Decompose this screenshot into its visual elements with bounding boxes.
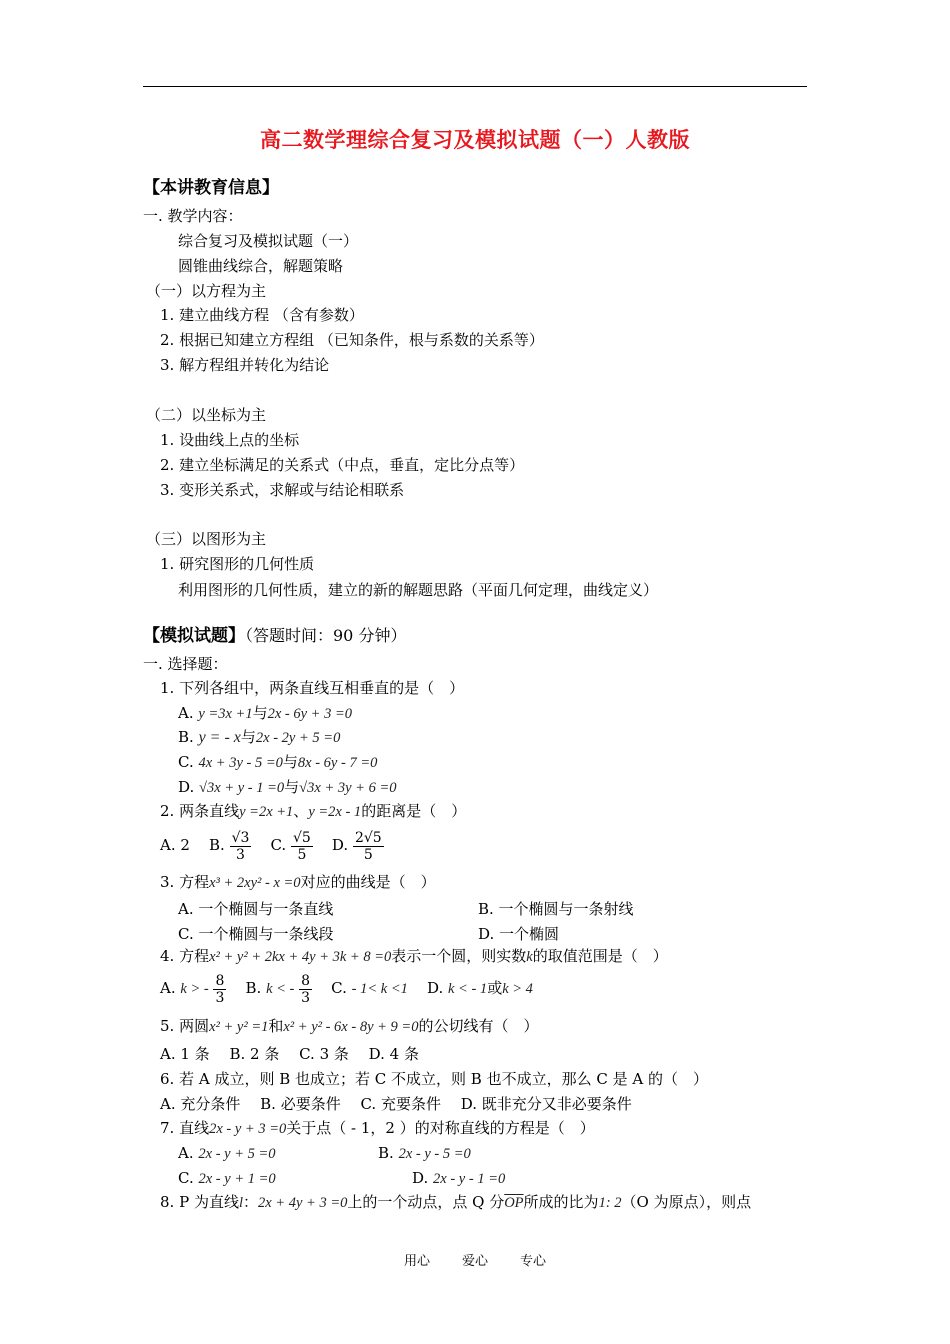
question-3-option-d: D. 一个椭圆 [478, 925, 560, 943]
test-duration: （答题时间：90 分钟） [245, 626, 407, 645]
text-line: 2. 建立坐标满足的关系式（中点，垂直，定比分点等） [160, 456, 525, 474]
section-heading-label: 【模拟试题】 [143, 626, 245, 646]
footer-text: 用心 [403, 1254, 430, 1269]
vector-op: $\overline{OP}$ [504, 1195, 524, 1211]
question-7: 7. 直线2x - y + 3 =0关于点（ - 1，2 ）的对称直线的方程是（ ） [160, 1119, 595, 1137]
section-heading-info: 【本讲教育信息】 [143, 178, 279, 198]
question-1-option-c: C. 4x + 3y - 5 =0与8x - 6y - 7 =0 [178, 753, 378, 771]
question-3: 3. 方程x³ + 2xy² - x =0对应的曲线是（ ） [160, 873, 436, 891]
text-line: 圆锥曲线综合，解题策略 [178, 257, 344, 275]
text-line: 3. 变形关系式，求解或与结论相联系 [160, 481, 405, 499]
text-line: 综合复习及模拟试题（一） [178, 232, 359, 250]
text-line: 1. 研究图形的几何性质 [160, 555, 315, 573]
question-7-option-a: A. 2x - y + 5 =0 [178, 1144, 276, 1162]
text-line: （一）以方程为主 [146, 282, 267, 300]
question-3-option-c: C. 一个椭圆与一条线段 [178, 925, 334, 943]
text-line: （二）以坐标为主 [146, 406, 267, 424]
text-line: 利用图形的几何性质，建立的新的解题思路（平面几何定理，曲线定义） [178, 581, 659, 599]
page-title: 高二数学理综合复习及模拟试题（一）人教版 [260, 127, 690, 152]
question-7-option-c: C. 2x - y + 1 =0 [178, 1169, 276, 1187]
text-line: 1. 设曲线上点的坐标 [160, 431, 300, 449]
question-4-options: A. k > - $\frac{8}{3}$ B. k < - $\frac{8}{3}$ C. - 1< k <1 D. k < - 1或k > 4 [160, 972, 533, 1006]
question-7-option-d: D. 2x - y - 1 =0 [412, 1169, 506, 1187]
text-line: 2. 根据已知建立方程组 （已知条件，根与系数的关系等） [160, 331, 544, 349]
question-6: 6. 若 A 成立，则 B 也成立；若 C 不成立，则 B 也不成立，那么 C 是 A 的（ ） [160, 1070, 708, 1088]
question-6-options: A. 充分条件 B. 必要条件 C. 充要条件 D. 既非充分又非必要条件 [160, 1095, 632, 1113]
question-5-options: A. 1 条 B. 2 条 C. 3 条 D. 4 条 [160, 1045, 419, 1063]
text-line: （三）以图形为主 [146, 530, 267, 548]
question-5: 5. 两圆x² + y² =1和x² + y² - 6x - 8y + 9 =0的公切线有（ ） [160, 1017, 539, 1035]
question-8: 8. P 为直线l：2x + 4y + 3 =0上的一个动点，点 Q 分$\overline{OP}$所成的比为1: 2（O 为原点），则点 [160, 1193, 752, 1211]
question-2: 2. 两条直线y =2x +1、y =2x - 1的距离是（ ） [160, 802, 467, 820]
question-2-options: A. 2 B. $\frac{√3}{3}$ C. $\frac{√5}{5}$ D. $\frac{2√5}{5}$ [160, 829, 382, 863]
text-line: 1. 建立曲线方程 （含有参数） [160, 306, 364, 324]
question-section-heading: 一. 选择题： [143, 655, 228, 673]
question-1-option-a: A. y =3x +1与2x - 6y + 3 =0 [178, 704, 353, 722]
question-3-option-a: A. 一个椭圆与一条直线 [178, 900, 334, 918]
text-line: 一. 教学内容： [143, 207, 243, 225]
question-4: 4. 方程x² + y² + 2kx + 4y + 3k + 8 =0表示一个圆，则实数k的取值范围是（ ） [160, 947, 668, 965]
page-footer [0, 1250, 950, 1269]
question-1: 1. 下列各组中，两条直线互相垂直的是（ ） [160, 679, 465, 697]
section-heading-test [143, 626, 406, 646]
question-1-option-b: B. y = - x与2x - 2y + 5 =0 [178, 728, 341, 746]
question-3-option-b: B. 一个椭圆与一条射线 [478, 900, 634, 918]
question-1-option-d: D. √3x + y - 1 =0与√3x + 3y + 6 =0 [178, 778, 397, 796]
text-line: 3. 解方程组并转化为结论 [160, 356, 330, 374]
footer-text: 专心 [520, 1254, 547, 1269]
question-7-option-b: B. 2x - y - 5 =0 [378, 1144, 471, 1162]
header-rule [143, 86, 807, 87]
footer-text: 爱心 [461, 1254, 488, 1269]
